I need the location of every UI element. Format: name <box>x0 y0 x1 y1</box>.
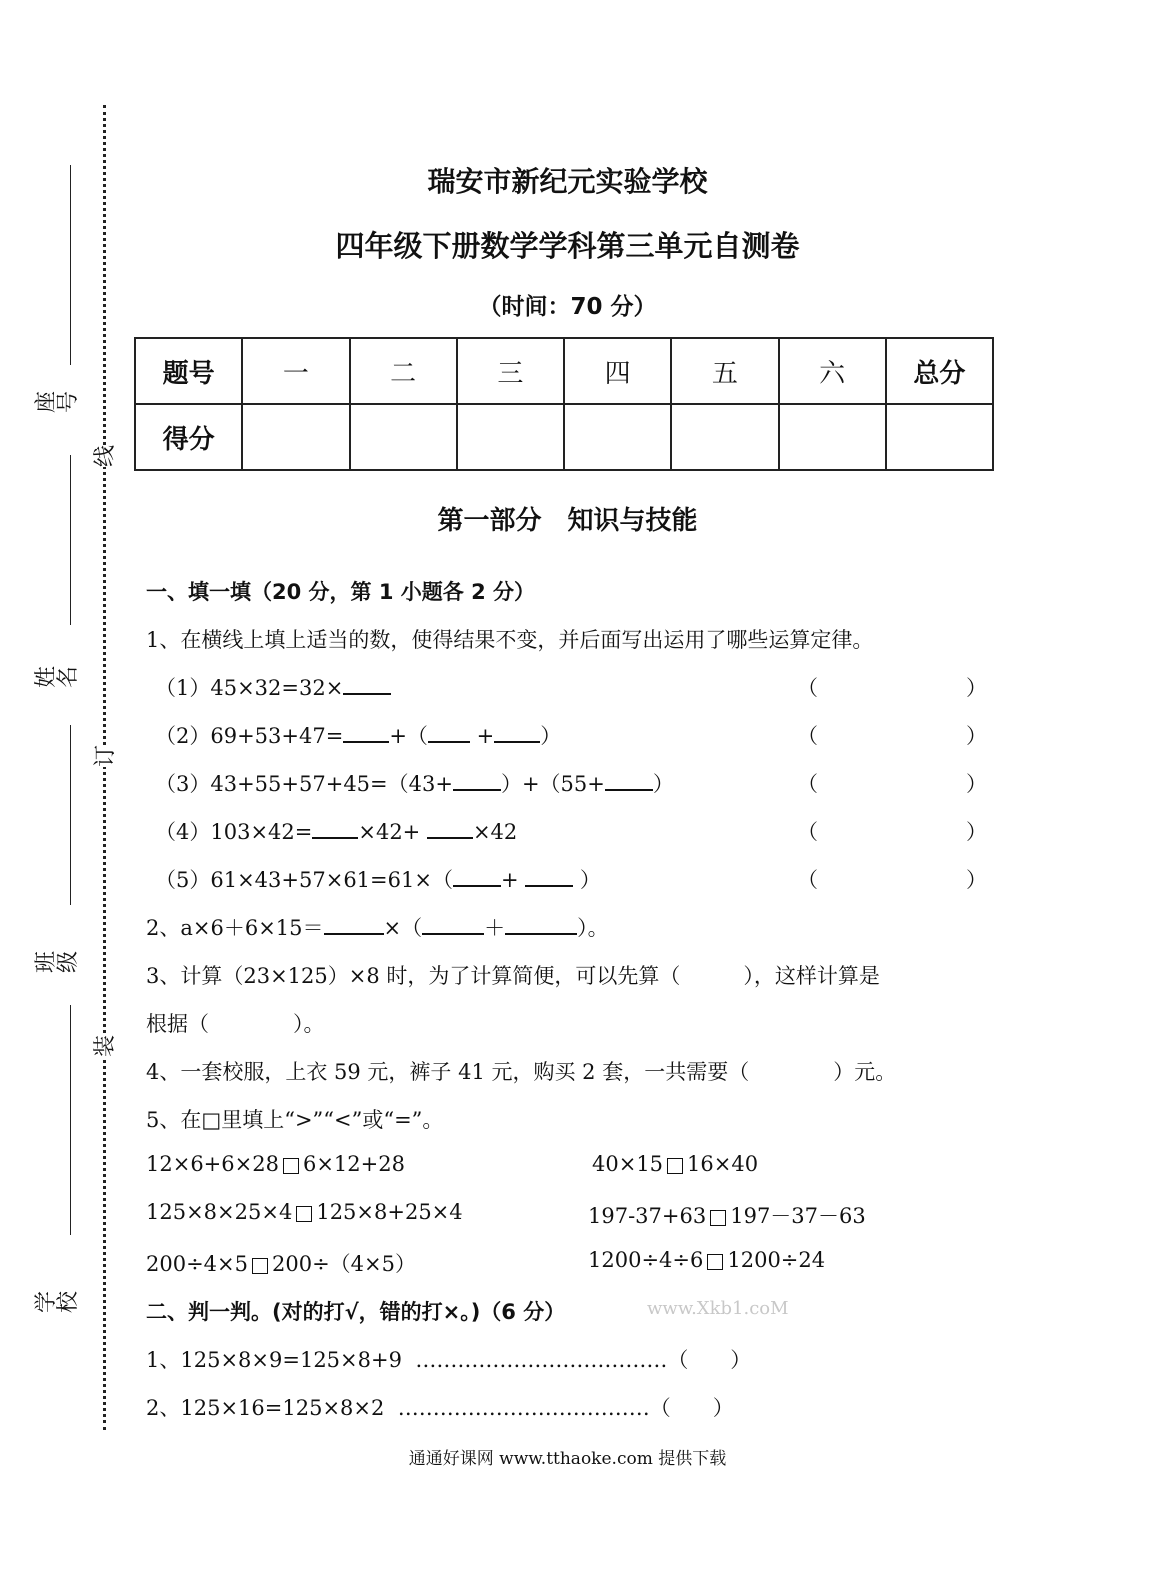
part-one-title: 第一部分 知识与技能 <box>437 506 698 536</box>
score-cell[interactable] <box>242 404 349 470</box>
score-header-cell: 一 <box>242 338 349 404</box>
class-label: 班 级 <box>34 951 81 974</box>
blank[interactable] <box>312 819 358 839</box>
cut-label-bind: 订 <box>93 745 118 768</box>
law-paren-close: ） <box>966 820 987 844</box>
q1-item2: 2、a×6＋6×15＝ ×（ ＋ ）。 <box>146 916 609 940</box>
compare-right-1: 40×15 16×40 <box>592 1152 759 1176</box>
compare-right-2: 197-37+63 197－37－63 <box>588 1204 866 1228</box>
compare-box[interactable] <box>252 1258 268 1274</box>
cut-label-install: 装 <box>93 1035 118 1058</box>
law-paren-open: （ <box>797 676 818 700</box>
q1-item3-line2: 根据（ ）。 <box>146 1012 325 1036</box>
score-cell[interactable] <box>564 404 671 470</box>
score-table-header-row <box>135 338 993 404</box>
law-paren-open: （ <box>797 724 818 748</box>
q2-heading: 二、判一判。(对的打√，错的打×。)（6 分） <box>146 1300 566 1324</box>
compare-box[interactable] <box>296 1206 312 1222</box>
blank[interactable] <box>453 867 501 887</box>
q1-sub5: （5）61×43+57×61=61×（ + ） <box>155 868 601 892</box>
blank[interactable] <box>428 723 470 743</box>
q1-sub2: （2）69+53+47= +（ + ） <box>155 724 562 748</box>
law-paren-close: ） <box>966 772 987 796</box>
q1-item4: 4、一套校服，上衣 59 元，裤子 41 元，购买 2 套，一共需要（ ）元。 <box>146 1060 897 1084</box>
blank[interactable] <box>525 867 573 887</box>
blank[interactable] <box>427 819 473 839</box>
score-table-score-row <box>135 404 993 470</box>
compare-left-3: 200÷4×5 200÷（4×5） <box>146 1252 416 1276</box>
blank[interactable] <box>343 675 391 695</box>
q1-heading: 一、填一填（20 分，第 1 小题各 2 分） <box>146 580 536 604</box>
class-line <box>70 725 71 905</box>
name-line <box>70 455 71 625</box>
compare-box[interactable] <box>283 1158 299 1174</box>
q1-item1: 1、在横线上填上适当的数，使得结果不变，并后面写出运用了哪些运算定律。 <box>146 628 874 652</box>
exam-title: 四年级下册数学学科第三单元自测卷 <box>335 229 800 263</box>
compare-left-1: 12×6+6×28 6×12+28 <box>146 1152 405 1176</box>
score-header-cell: 五 <box>671 338 778 404</box>
blank[interactable] <box>453 771 501 791</box>
score-cell[interactable] <box>886 404 993 470</box>
score-header-cell: 四 <box>564 338 671 404</box>
score-cell[interactable] <box>350 404 457 470</box>
q2-item2: 2、125×16=125×8×2 ………………………………（ ） <box>146 1396 734 1420</box>
q1-sub4: （4）103×42= ×42+ ×42 <box>155 820 518 844</box>
footer-text: 通通好课网 www.tthaoke.com 提供下载 <box>408 1449 727 1469</box>
answer-paren[interactable]: （ ） <box>667 1348 752 1372</box>
score-cell[interactable] <box>457 404 564 470</box>
q1-item3-line1: 3、计算（23×125）×8 时，为了计算简便，可以先算（ ），这样计算是 <box>146 964 880 988</box>
score-header-cell: 六 <box>779 338 886 404</box>
score-header-cell: 二 <box>350 338 457 404</box>
exam-time: （时间：70 分） <box>478 294 657 320</box>
compare-box[interactable] <box>707 1254 723 1270</box>
blank[interactable] <box>422 915 484 935</box>
q1-sub3: （3）43+55+57+45=（43+ ）+（55+ ） <box>155 772 674 796</box>
score-header-cell: 三 <box>457 338 564 404</box>
compare-left-2: 125×8×25×4 125×8+25×4 <box>146 1200 463 1224</box>
seat-number-label: 座 号 <box>34 391 81 414</box>
q1-sub1: （1）45×32=32× <box>155 672 391 702</box>
name-label: 姓 名 <box>34 666 81 689</box>
watermark: www.Xkb1.coM <box>647 1298 789 1319</box>
law-paren-open: （ <box>797 820 818 844</box>
compare-right-3: 1200÷4÷6 1200÷24 <box>588 1248 826 1272</box>
blank[interactable] <box>494 723 540 743</box>
school-name: 瑞安市新纪元实验学校 <box>427 165 708 198</box>
law-paren-open: （ <box>797 868 818 892</box>
score-row-label: 得分 <box>135 404 242 470</box>
score-header-cell: 题号 <box>135 338 242 404</box>
school-line <box>70 1005 71 1235</box>
law-paren-close: ） <box>966 868 987 892</box>
law-paren-close: ） <box>966 724 987 748</box>
compare-box[interactable] <box>710 1210 726 1226</box>
law-paren-open: （ <box>797 772 818 796</box>
score-table <box>134 337 994 471</box>
blank[interactable] <box>324 915 384 935</box>
blank[interactable] <box>343 723 389 743</box>
blank[interactable] <box>505 915 577 935</box>
score-cell[interactable] <box>779 404 886 470</box>
blank[interactable] <box>605 771 653 791</box>
law-paren-close: ） <box>966 676 987 700</box>
school-label: 学 校 <box>34 1291 81 1314</box>
score-cell[interactable] <box>671 404 778 470</box>
score-header-cell: 总分 <box>886 338 993 404</box>
answer-paren[interactable]: （ ） <box>649 1396 734 1420</box>
cut-label-line: 线 <box>93 445 118 468</box>
q2-item1: 1、125×8×9=125×8+9 ………………………………（ ） <box>146 1348 752 1372</box>
q1-item5: 5、在□里填上“>”“<”或“=”。 <box>146 1108 444 1132</box>
compare-box[interactable] <box>667 1158 683 1174</box>
